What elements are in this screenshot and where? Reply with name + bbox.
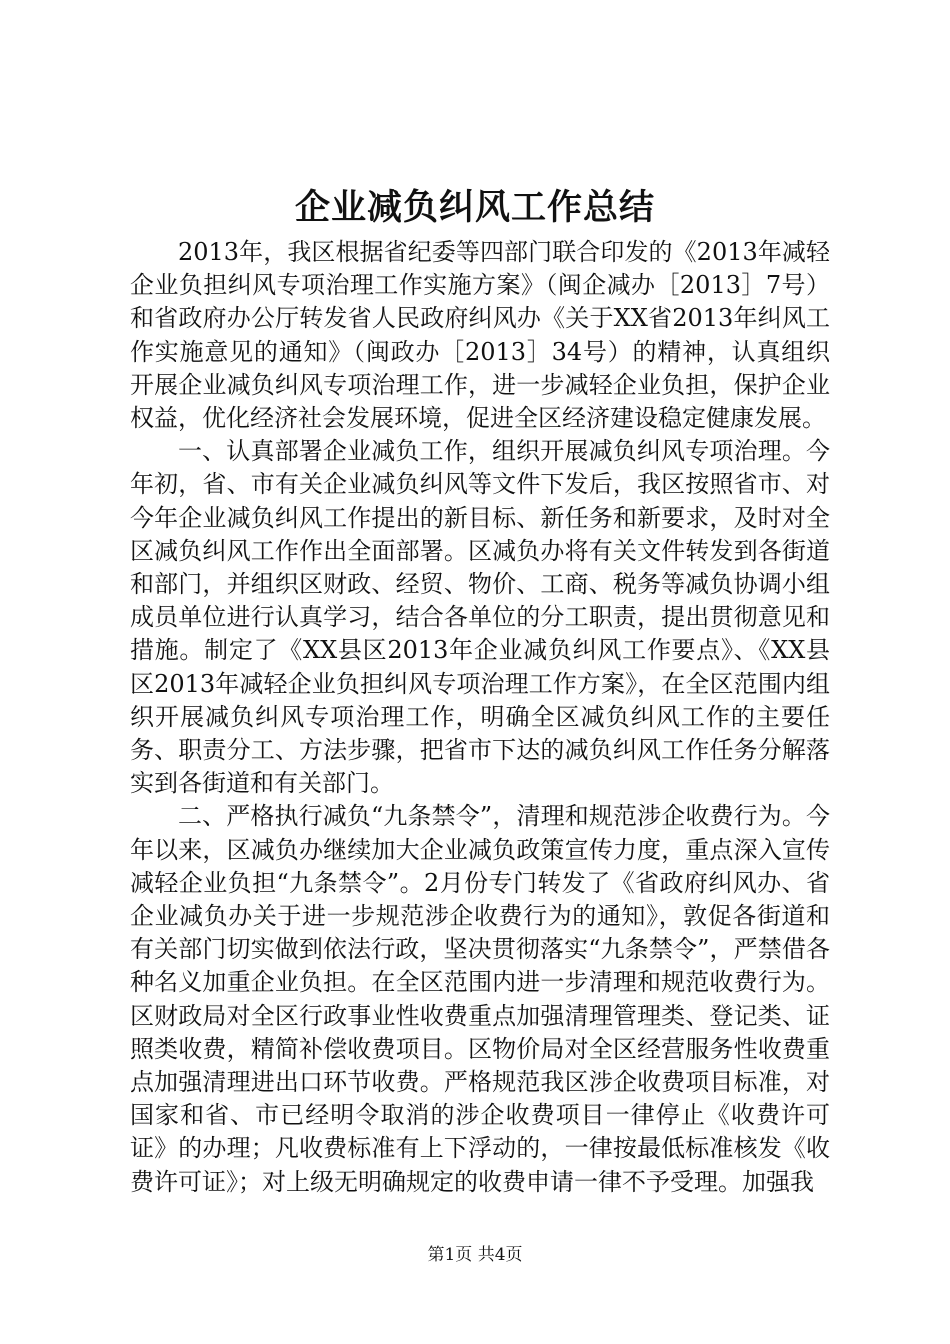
page-number-footer: 第1页 共4页: [427, 1245, 523, 1265]
paragraph-section-two: 二、严格执行减负“九条禁令”，清理和规范涉企收费行为。今年以来，区减负办继续加大企业减负政策宣传力度，重点深入宣传减轻企业负担“九条禁令”。2月份专门转发了《省政府纠风办、省企业减负办关于进一步规范涉企收费行为的通知》，敦促各街道和有关部门切实做到依法行政，坚决贯彻落实“九条禁令”，严禁借各种名义加重企业负担。在全区范围内进一步清理和规范收费行为。区财政局对全区行政事业性收费重点加强清理管理类、登记类、证照类收费，精简补偿收费项目。区物价局对全区经营服务性收费重点加强清理进出口环节收费。严格规范我区涉企收费项目标准，对国家和省、市已经明令取消的涉企收费项目一律停止《收费许可证》的办理；凡收费标准有上下浮动的，一律按最低标准核发《收费许可证》；对上级无明确规定的收费申请一律不予受理。加强我: [130, 802, 830, 1196]
paragraph-intro: 2013年，我区根据省纪委等四部门联合印发的《2013年减轻企业负担纠风专项治理工作实施方案》（闽企减办［2013］7号）和省政府办公厅转发省人民政府纠风办《关于XX省2013年纠风工作实施意见的通知》（闽政办［2013］34号）的精神，认真组织开展企业减负纠风专项治理工作，进一步减轻企业负担，保护企业权益，优化经济社会发展环境，促进全区经济建设稳定健康发展。: [130, 238, 830, 433]
paragraph-section-one: 一、认真部署企业减负工作，组织开展减负纠风专项治理。今年初，省、市有关企业减负纠风等文件下发后，我区按照省市、对今年企业减负纠风工作提出的新目标、新任务和新要求，及时对全区减负纠风工作作出全面部署。区减负办将有关文件转发到各街道和部门，并组织区财政、经贸、物价、工商、税务等减负协调小组成员单位进行认真学习，结合各单位的分工职责，提出贯彻意见和措施。制定了《XX县区2013年企业减负纠风工作要点》、《XX县区2013年减轻企业负担纠风专项治理工作方案》，在全区范围内组织开展减负纠风专项治理工作，明确全区减负纠风工作的主要任务、职责分工、方法步骤，把省市下达的减负纠风工作任务分解落实到各街道和有关部门。: [130, 437, 830, 798]
document-body: [130, 236, 830, 1199]
document-title: 企业减负纠风工作总结: [294, 187, 655, 228]
